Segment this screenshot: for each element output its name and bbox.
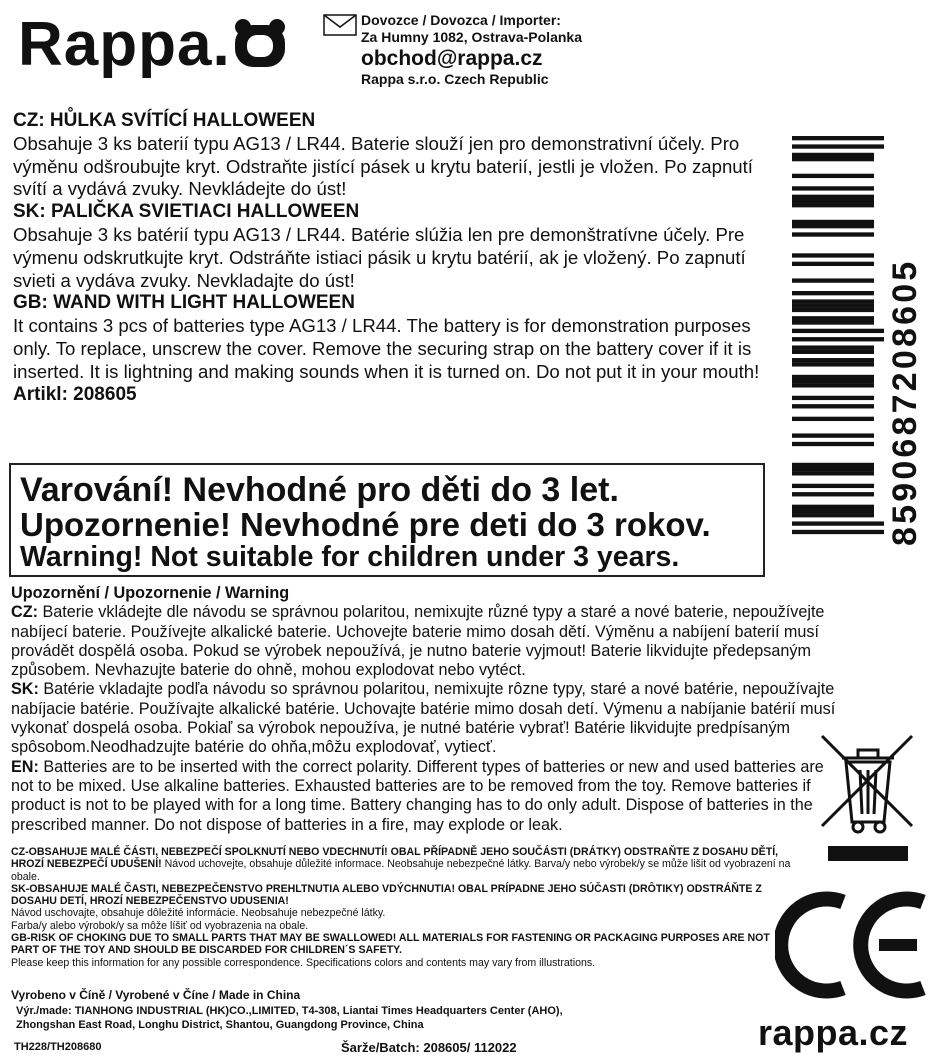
barcode-bar xyxy=(792,521,884,525)
barcode-bar xyxy=(792,199,874,203)
brand-footer: rappa.cz xyxy=(758,1012,909,1053)
small-gb-rest: Please keep this information for any possible correspondence. Specifications colors and contents may vary from illustrations. xyxy=(11,956,596,969)
product-info xyxy=(13,110,773,406)
barcode-bar xyxy=(792,220,874,224)
battery-warnings xyxy=(11,584,841,835)
barcode-bar xyxy=(792,186,874,190)
crossed-bin-icon xyxy=(818,730,918,870)
barcode-bar xyxy=(792,505,874,509)
barcode-bar xyxy=(792,203,874,207)
barcode-bar xyxy=(792,291,874,295)
barcode-bar xyxy=(792,308,874,312)
warnings-heading: Upozornění / Upozornenie / Warning xyxy=(11,584,290,602)
importer-address: Za Humny 1082, Ostrava-Polanka xyxy=(361,29,582,45)
cz-title: CZ: HŮLKA SVÍTÍCÍ HALLOWEEN xyxy=(13,110,316,131)
gb-text: It contains 3 pcs of batteries type AG13 / LR44. The battery is for demonstration purposes only. To replace, unscrew the cover. Remove the securing strap on the battery cover if it is inserted. It is lightning and making sounds when it is turned on. Do not put it in your mouth! xyxy=(13,315,760,382)
barcode-bar xyxy=(792,396,874,400)
barcode-bars xyxy=(792,136,884,534)
warning-en: EN: Batteries are to be inserted with the correct polarity. Different types of batteries or new and used batteries are not to be mixed. Use alkaline batteries. Exhausted batteries are to be removed from the toy. Remove batteries if product is not to be played with for a long time. Battery changing has to do only adult. Dispose of batteries in the prescribed manner. Do not dispose of batteries in a fire, may explode or leak. xyxy=(11,757,824,834)
manufacturer-line1: Výr./made: TIANHONG INDUSTRIAL (HK)CO.,LIMITED, T4-308, Liantai Times Headquarters Center (AHO), xyxy=(16,1005,563,1017)
envelope-icon xyxy=(323,14,357,36)
barcode xyxy=(790,128,930,548)
sk-text: Obsahuje 3 ks batérií typu AG13 / LR44. Batérie slúžia len pre demonštratívne účely. Pre výmenu odskrutkujte kryt. Odstráňte istiaci pásik u krytu batérií, ak je vložený. Po zapnutí svieti a vydáva zvuky. Nevkladajte do úst! xyxy=(13,223,746,291)
barcode-bar xyxy=(792,404,874,408)
barcode-bar xyxy=(792,358,874,362)
barcode-bar xyxy=(792,304,874,308)
ce-mark-icon xyxy=(775,890,935,1005)
barcode-bar xyxy=(792,157,874,161)
product-code: TH228/TH208680 xyxy=(14,1041,102,1053)
barcode-bar xyxy=(792,492,874,496)
age-warning-box xyxy=(9,463,765,577)
gb-title: GB: WAND WITH LIGHT HALLOWEEN xyxy=(13,292,355,314)
age-warning-sk: Upozornenie! Nevhodné pre deti do 3 rokov. xyxy=(20,506,711,543)
barcode-bar xyxy=(792,433,874,437)
barcode-bar xyxy=(792,320,874,324)
logo-text: Rappa. xyxy=(18,10,231,79)
age-warning-cz: Varování! Nevhodné pro děti do 3 let. xyxy=(20,471,619,509)
barcode-bar xyxy=(792,375,874,379)
small-sk-rest2: Farba/y alebo výrobok/y sa môže líšiť od vyobrazenia na obale. xyxy=(11,919,309,932)
barcode-bar xyxy=(792,153,874,157)
barcode-bar xyxy=(792,224,874,228)
barcode-bar xyxy=(792,278,874,282)
barcode-bar xyxy=(792,379,874,383)
barcode-bar xyxy=(792,316,874,320)
article-number: Artikl: 208605 xyxy=(13,383,137,405)
barcode-bar xyxy=(792,484,874,488)
importer-label: Dovozce / Dovozca / Importer: xyxy=(361,12,561,28)
barcode-bar xyxy=(792,350,874,354)
small-print xyxy=(11,846,791,969)
small-sk-rest1: Návod uschovajte, obsahuje dôležité informácie. Neobsahuje nebezpečné látky. xyxy=(11,907,386,920)
barcode-bar xyxy=(792,442,874,446)
small-sk: SK-OBSAHUJE MALÉ ČASTI, NEBEZPEČENSTVO PREHLTNUTIA ALEBO VDÝCHNUTIA! OBAL PRÍPADNE JEHO SÚČASTI (DRÔTIKY) ODSTRÁŇTE Z DOSAHU DETÍ, HROZÍ NEBEZPEČENSTVO UDUSENIA! xyxy=(11,882,762,908)
barcode-bar xyxy=(792,463,874,467)
small-cz: CZ-OBSAHUJE MALÉ ČÁSTI, NEBEZPEČÍ SPOLKNUTÍ NEBO VDECHNUTÍ! OBAL PŘÍPADNĚ JEHO SOUČÁSTI (DRÁTKY) ODSTRAŇTE Z DOSAHU DĚTÍ, HROZÍ NEBEZPEČÍ UDUŠENÍ! Návod uchovejte, obsahuje důležité informace. Neobsahuje nebezpečné látky. Barva/y nebo výrobek/y se může lišit od vyobrazení na obale. xyxy=(11,846,791,883)
barcode-bar xyxy=(792,509,874,513)
made-in: Vyrobeno v Číně / Vyrobené v Číne / Made in China xyxy=(11,988,301,1002)
sk-title: SK: PALIČKA SVIETIACI HALLOWEEN xyxy=(13,201,360,223)
importer-email: obchod@rappa.cz xyxy=(361,47,543,70)
barcode-bar xyxy=(792,417,874,421)
barcode-bar xyxy=(792,467,874,471)
barcode-digits: 8590687208605 xyxy=(886,258,924,546)
barcode-bar xyxy=(792,299,874,303)
age-warning-en: Warning! Not suitable for children under 3 years. xyxy=(20,541,680,573)
barcode-bar xyxy=(792,174,874,178)
rappa-logo xyxy=(18,10,287,80)
barcode-bar xyxy=(792,136,884,140)
warning-cz: CZ: Baterie vkládejte dle návodu se správnou polaritou, nemixujte různé typy a staré a nové baterie, nepoužívejte nabíjecí baterie. Používejte alkalické baterie. Uchovejte baterie mimo dosah dětí. Výměnu a nabíjení baterií musí provádět dospělá osoba. Pokud se výrobek nepoužívá, je nutno baterie vyjmout! Baterie likvidujte předepsaným způsobem. Nevhazujte baterie do ohně, mohou explodovat nebo vytéct. xyxy=(11,603,825,680)
barcode-bar xyxy=(792,362,874,366)
importer-company: Rappa s.r.o. Czech Republic xyxy=(361,71,549,87)
batch-number: Šarže/Batch: 208605/ 112022 xyxy=(341,1040,517,1055)
barcode-bar xyxy=(792,337,884,341)
cz-text: Obsahuje 3 ks baterií typu AG13 / LR44. Baterie slouží jen pro demonstrativní účely. Pro výměnu odšroubujte kryt. Odstraňte jistící pásek u krytu baterií, jestli je vložen. Po zapnutí svítí a vydává zvuky. Nevkládejte do úst! xyxy=(13,132,753,200)
barcode-bar xyxy=(792,383,874,387)
manufacturer-line2: Zhongshan East Road, Longhu District, Shantou, Guangdong Province, China xyxy=(16,1018,424,1031)
importer-block xyxy=(323,12,582,88)
barcode-bar xyxy=(792,232,874,236)
bear-icon xyxy=(233,14,287,66)
barcode-bar xyxy=(792,471,874,475)
barcode-bar xyxy=(792,253,874,257)
manufacturer xyxy=(16,1005,563,1032)
barcode-bar xyxy=(792,262,874,266)
barcode-bar xyxy=(792,513,874,517)
barcode-bar xyxy=(792,144,884,148)
barcode-bar xyxy=(792,329,884,333)
barcode-bar xyxy=(792,195,874,199)
barcode-bar xyxy=(792,530,884,534)
barcode-bar xyxy=(792,345,874,349)
warning-sk: SK: Batérie vkladajte podľa návodu so správnou polaritou, nemixujte rôzne typy, staré a nové batérie, nepoužívajte nabíjacie batérie. Používajte alkalické batérie. Uchovajte batérie mimo dosah detí. Výmenu a nabíjanie batérií musí vykonať dospelá osoba. Pokiaľ sa výrobok nepoužíva, je nutné batérie vybrať! Batérie likvidujte predpísaným spôsobom.Neodhadzujte batérie do ohňa,môžu explodovať, vytiecť. xyxy=(11,680,836,757)
small-gb: GB-RISK OF CHOKING DUE TO SMALL PARTS THAT MAY BE SWALLOWED! ALL MATERIALS FOR FASTENING OR PACKAGING PURPOSES ARE NOT PART OF THE TOY AND SHOULD BE DISCARDED FOR CHILDREN´S SAFETY. xyxy=(11,932,770,957)
